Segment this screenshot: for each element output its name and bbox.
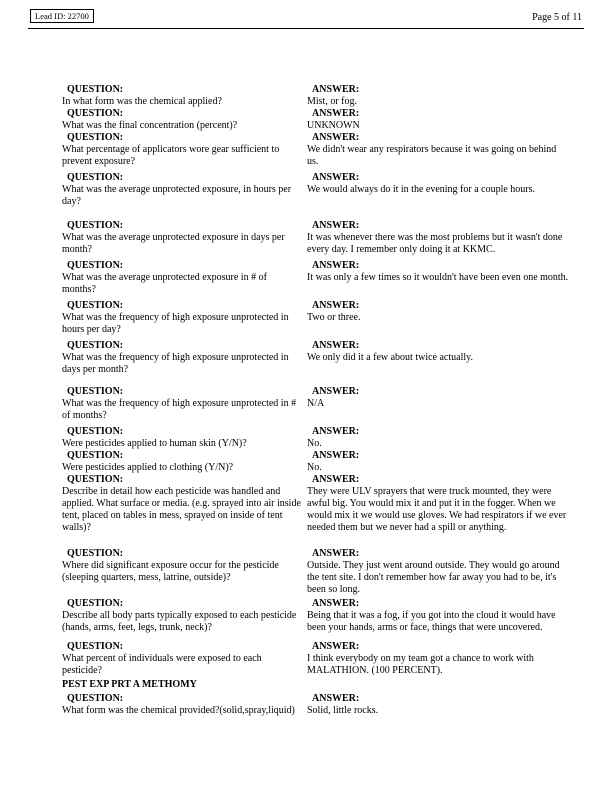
question-label: QUESTION: [67, 220, 124, 231]
answer-label: ANSWER: [312, 598, 360, 609]
qa-row [62, 693, 584, 717]
qa-row [62, 132, 584, 168]
answer-text: UNKNOWN [307, 120, 360, 131]
question-text: What was the final concentration (percent)? [62, 120, 238, 131]
qa-row [62, 598, 584, 634]
answer-cell [307, 108, 569, 132]
question-cell [62, 172, 307, 208]
qa-row [62, 548, 584, 596]
answer-text: No. [307, 438, 322, 449]
answer-text: They were ULV sprayers that were truck mounted, they were awful big. You would mix it and put it in the fogger. When we would mix it we would use gloves. We had respirators if we ever needed them but we never had a spill or anything. [307, 486, 567, 533]
question-cell [62, 548, 307, 596]
question-text: In what form was the chemical applied? [62, 96, 222, 107]
answer-label: ANSWER: [312, 548, 360, 559]
answer-text: It was only a few times so it wouldn't have been even one month. [307, 272, 569, 283]
answer-label: ANSWER: [312, 172, 360, 183]
answer-label: ANSWER: [312, 220, 360, 231]
qa-row [62, 172, 584, 208]
question-label: QUESTION: [67, 693, 124, 704]
question-cell [62, 693, 307, 717]
question-text: Were pesticides applied to clothing (Y/N)? [62, 462, 234, 473]
question-cell [62, 260, 307, 296]
question-cell [62, 108, 307, 132]
answer-cell [307, 172, 569, 208]
qa-row [62, 260, 584, 296]
answer-text: Solid, little rocks. [307, 705, 379, 716]
question-label: QUESTION: [67, 598, 124, 609]
answer-text: We didn't wear any respirators because it was going on behind us. [307, 144, 557, 167]
answer-text: Being that it was a fog, if you got into the cloud it would have been your hands, arms or face, things that were uncovered. [307, 610, 556, 633]
question-label: QUESTION: [67, 132, 124, 143]
question-label: QUESTION: [67, 641, 124, 652]
answer-label: ANSWER: [312, 300, 360, 311]
answer-cell [307, 132, 569, 168]
answer-text: I think everybody on my team got a chance to work with MALATHION. (100 PERCENT). [307, 653, 534, 676]
answer-label: ANSWER: [312, 340, 360, 351]
lead-id-box [30, 9, 94, 23]
answer-text: We only did it a few about twice actually. [307, 352, 473, 363]
question-cell [62, 84, 307, 108]
qa-row [62, 84, 584, 108]
question-label: QUESTION: [67, 260, 124, 271]
answer-text: It was whenever there was the most problems but it wasn't done every day. I remember only doing it at KKMC. [307, 232, 563, 255]
question-cell [62, 220, 307, 256]
question-label: QUESTION: [67, 84, 124, 95]
answer-label: ANSWER: [312, 450, 360, 461]
section-header: PEST EXP PRT A METHOMY [62, 679, 197, 690]
qa-row [62, 300, 584, 336]
answer-label: ANSWER: [312, 386, 360, 397]
qa-row [62, 426, 584, 450]
question-cell [62, 426, 307, 450]
question-cell [62, 598, 307, 634]
question-cell [62, 386, 307, 422]
question-text: What was the average unprotected exposure in days per month? [62, 232, 285, 255]
question-text: What was the frequency of high exposure unprotected in # of months? [62, 398, 297, 421]
question-label: QUESTION: [67, 108, 124, 119]
qa-content [62, 84, 584, 717]
answer-cell [307, 220, 569, 256]
answer-label: ANSWER: [312, 84, 360, 95]
answer-cell [307, 386, 569, 422]
question-label: QUESTION: [67, 386, 124, 397]
question-text: Describe all body parts typically exposed to each pesticide (hands, arms, feet, legs, trunk, neck)? [62, 610, 297, 633]
question-text: What percentage of applicators wore gear sufficient to prevent exposure? [62, 144, 280, 167]
answer-text: Two or three. [307, 312, 361, 323]
answer-text: Mist, or fog. [307, 96, 357, 107]
question-label: QUESTION: [67, 172, 124, 183]
qa-row [62, 108, 584, 132]
answer-label: ANSWER: [312, 260, 360, 271]
answer-cell [307, 548, 569, 596]
question-text: Where did significant exposure occur for the pesticide (sleeping quarters, mess, latrine, outside)? [62, 560, 279, 583]
question-text: Describe in detail how each pesticide was handled and applied. What surface or media. (e.g. sprayed into air inside tent, placed on tables in mess, sprayed on inside of tent walls)? [62, 486, 301, 533]
answer-cell [307, 300, 569, 336]
question-cell [62, 300, 307, 336]
question-text: What was the frequency of high exposure unprotected in days per month? [62, 352, 289, 375]
lead-id-text: Lead ID: 22700 [35, 11, 89, 21]
answer-label: ANSWER: [312, 641, 360, 652]
qa-row [62, 641, 584, 677]
question-label: QUESTION: [67, 426, 124, 437]
answer-cell [307, 641, 569, 677]
question-label: QUESTION: [67, 450, 124, 461]
qa-row [62, 386, 584, 422]
question-cell [62, 132, 307, 168]
qa-row [62, 340, 584, 376]
question-label: QUESTION: [67, 548, 124, 559]
answer-cell [307, 598, 569, 634]
answer-text: N/A [307, 398, 325, 409]
answer-text: No. [307, 462, 322, 473]
answer-cell [307, 474, 569, 534]
answer-text: We would always do it in the evening for a couple hours. [307, 184, 536, 195]
answer-cell [307, 84, 569, 108]
qa-row [62, 474, 584, 534]
question-cell [62, 450, 307, 474]
question-label: QUESTION: [67, 300, 124, 311]
question-text: What was the average unprotected exposure, in hours per day? [62, 184, 292, 207]
header-divider [28, 28, 584, 29]
answer-cell [307, 693, 569, 717]
page-number: Page 5 of 11 [532, 12, 582, 23]
answer-cell [307, 426, 569, 450]
question-cell [62, 474, 307, 534]
question-label: QUESTION: [67, 474, 124, 485]
question-cell [62, 641, 307, 677]
question-text: What percent of individuals were exposed to each pesticide? [62, 653, 262, 676]
question-text: What was the average unprotected exposure in # of months? [62, 272, 267, 295]
answer-label: ANSWER: [312, 693, 360, 704]
qa-row [62, 450, 584, 474]
answer-cell [307, 450, 569, 474]
answer-label: ANSWER: [312, 426, 360, 437]
answer-label: ANSWER: [312, 474, 360, 485]
question-text: Were pesticides applied to human skin (Y/N)? [62, 438, 247, 449]
question-label: QUESTION: [67, 340, 124, 351]
answer-label: ANSWER: [312, 132, 360, 143]
question-cell [62, 340, 307, 376]
answer-cell [307, 340, 569, 376]
answer-label: ANSWER: [312, 108, 360, 119]
answer-cell [307, 260, 569, 296]
qa-row [62, 220, 584, 256]
answer-text: Outside. They just went around outside. They would go around the tent site. I don't remember how far away you had to be, it's been so long. [307, 560, 560, 595]
question-text: What was the frequency of high exposure unprotected in hours per day? [62, 312, 289, 335]
question-text: What form was the chemical provided?(solid,spray,liquid) [62, 705, 295, 716]
